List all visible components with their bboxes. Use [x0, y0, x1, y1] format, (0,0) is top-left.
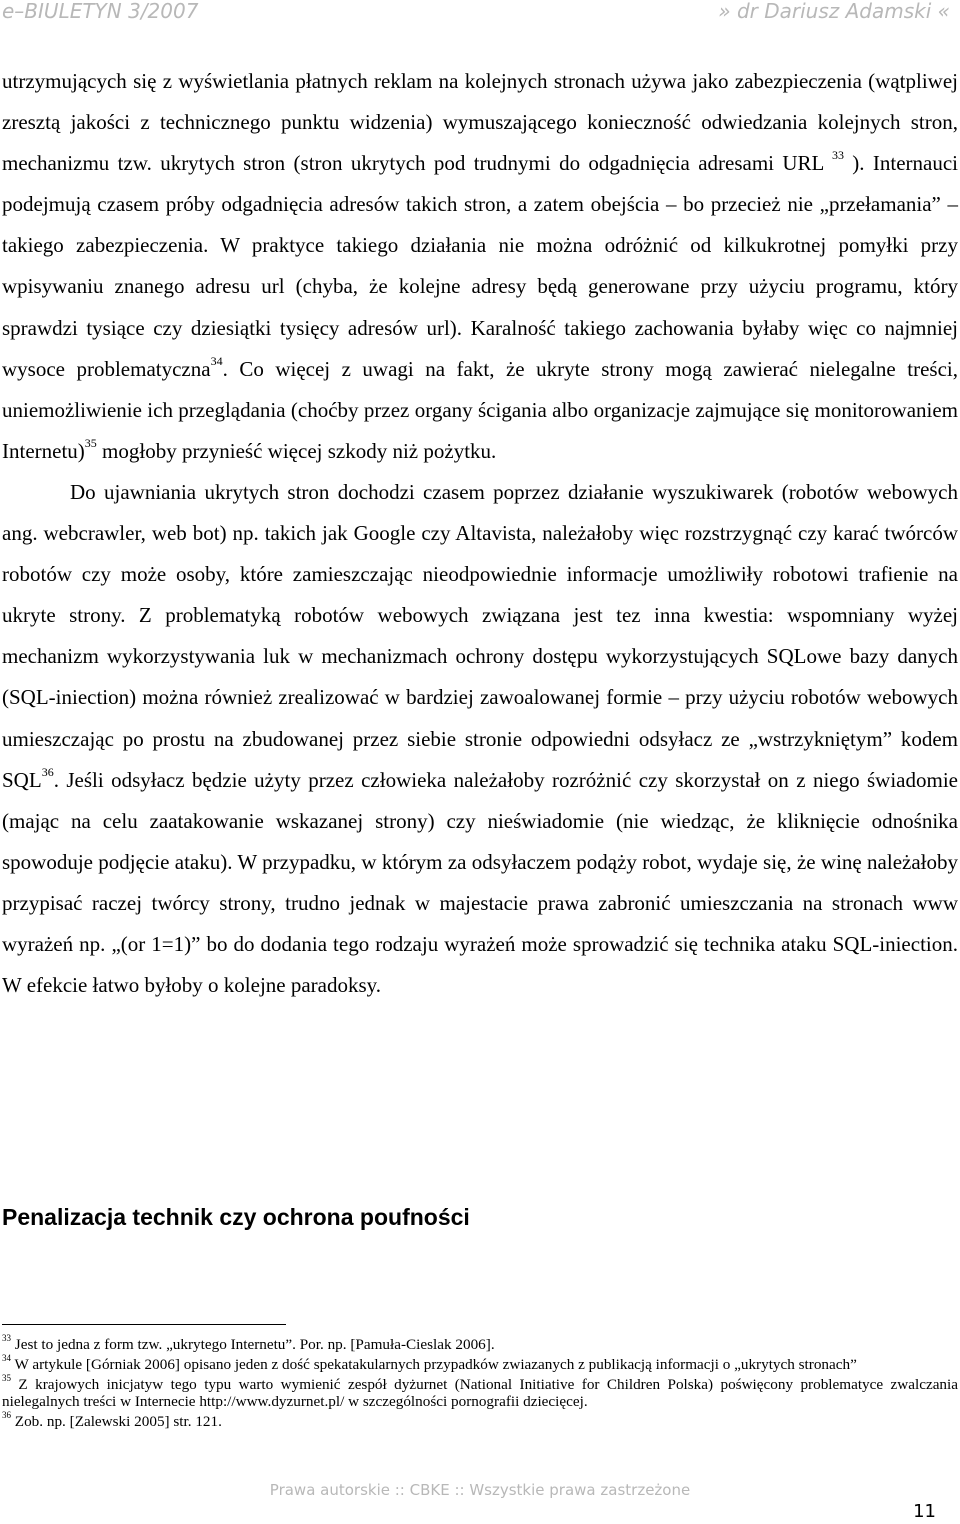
- text-run: ). Internauci podejmują czasem próby odgadnięcia adresów takich stron, a zatem obejścia – bo przecież nie „przełamania” – takiego zabezpieczenia. W praktyce takiego działania nie można odróżnić od kilkukrotnej pomyłki przy wpisywaniu znanego adresu url (chyba, że kolejne adresy będą generowane przy użyciu programu, który sprawdzi tysiące czy dziesiątki tysięcy adresów url). Karalność takiego zachowania byłaby więc co najmniej wysoce problematyczna: [2, 151, 958, 381]
- paragraph-2: [2, 472, 958, 1006]
- header-publication-title: e–BIULETYN 3/2007: [2, 0, 199, 23]
- footnote-number: 36: [2, 1409, 11, 1420]
- footnote-ref-35: 35: [84, 435, 97, 450]
- footnote-number: 33: [2, 1332, 11, 1343]
- text-run: . Co więcej z uwagi na fakt, że ukryte strony mogą zawierać nielegalne treści, uniemożliwienie ich przeglądania (choćby przez organy ścigania albo organizacje zajmujące się monitorowaniem Internetu): [2, 356, 958, 463]
- footnote-33: [2, 1332, 958, 1353]
- footnote-number: 35: [2, 1372, 11, 1383]
- copyright-footer: Prawa autorskie :: CBKE :: Wszystkie prawa zastrzeżone: [269, 1481, 691, 1499]
- text-run: . Jeśli odsyłacz będzie użyty przez człowieka należałoby rozróżnić czy skorzystał on z niego świadomie (mając na celu zaatakowanie wskazanej strony) czy nieświadomie (nie wiedząc, że kliknięcie odnośnika spowoduje podjęcie ataku). W przypadku, w którym za odsyłaczem podąży robot, wydaje się, że winę należałoby przypisać raczej twórcy strony, trudno jednak w majestacie prawa zabronić umieszczania na stronach www wyrażeń np. „(or 1=1)” bo do dodania tego rodzaju wyrażeń może sprowadzić się technika ataku SQL-iniection. W efekcie łatwo byłoby o kolejne paradoksy.: [2, 767, 958, 998]
- footnote-ref-36: 36: [41, 764, 54, 779]
- footnote-number: 34: [2, 1352, 11, 1363]
- footnote-ref-33: 33: [831, 148, 844, 163]
- footnote-text: Zob. np. [Zalewski 2005] str. 121.: [11, 1413, 222, 1430]
- text-run: mogłoby przynieść więcej szkody niż pożytku.: [96, 438, 497, 463]
- text-run: utrzymujących się z wyświetlania płatnych reklam na kolejnych stronach używa jako zabezpieczenia (wątpliwej zresztą jakości z technicznego punktu widzenia) wymuszającego konieczność odwiedzania kolejnych stron, mechanizmu tzw. ukrytych stron (stron ukrytych pod trudnymi do odgadnięcia adresami URL: [2, 69, 958, 176]
- footnote-ref-34: 34: [210, 353, 223, 368]
- footnote-35: [2, 1372, 958, 1410]
- footnote-text: W artykule [Górniak 2006] opisano jeden z dość spekatakularnych przypadków zwiazanych z publikacją informacji o „ukrytych stronach”: [11, 1356, 857, 1373]
- footnotes: [2, 1332, 958, 1433]
- header-author: » dr Dariusz Adamski «: [718, 0, 950, 23]
- footnote-34: [2, 1352, 958, 1373]
- footnote-divider: [2, 1324, 286, 1325]
- footnote-36: [2, 1409, 958, 1430]
- page-number: 11: [913, 1501, 936, 1522]
- footnote-text: Jest to jedna z form tzw. „ukrytego Internetu”. Por. np. [Pamuła-Cieslak 2006].: [11, 1336, 495, 1353]
- text-run: Do ujawniania ukrytych stron dochodzi czasem poprzez działanie wyszukiwarek (robotów webowych ang. webcrawler, web bot) np. takich jak Google czy Altavista, należałoby więc rozstrzygnąć czy karać twórców robotów czy może osoby, które zamieszczając nieodpowiednie informacje umożliwiły robotowi trafienie na ukryte strony. Z problematyką robotów webowych związana jest tez inna kwestia: wspomniany wyżej mechanizm wykorzystywania luk w mechanizmach ochrony dostępu wykorzystujących SQLowe bazy danych (SQL-iniection) można również zrealizować w bardziej zawoalowanej formie – przy użyciu robotów webowych umieszczając po prostu na zbudowanej przez siebie stronie odpowiedni odsyłacz ze „wstrzykniętym” kodem SQL: [2, 479, 958, 792]
- article-body: [2, 61, 958, 1006]
- section-title: Penalizacja technik czy ochrona poufności: [2, 1204, 470, 1230]
- paragraph-1: [2, 61, 958, 472]
- footnote-text: Z krajowych inicjatyw tego typu warto wymienić zespół dyżurnet (National Initiative for Children Polska) poświęcony problematyce zwalczania nielegalnych treści w Internecie http://www.dyzurnet.pl/ w szczególności pornografii dziecięcej.: [2, 1376, 958, 1410]
